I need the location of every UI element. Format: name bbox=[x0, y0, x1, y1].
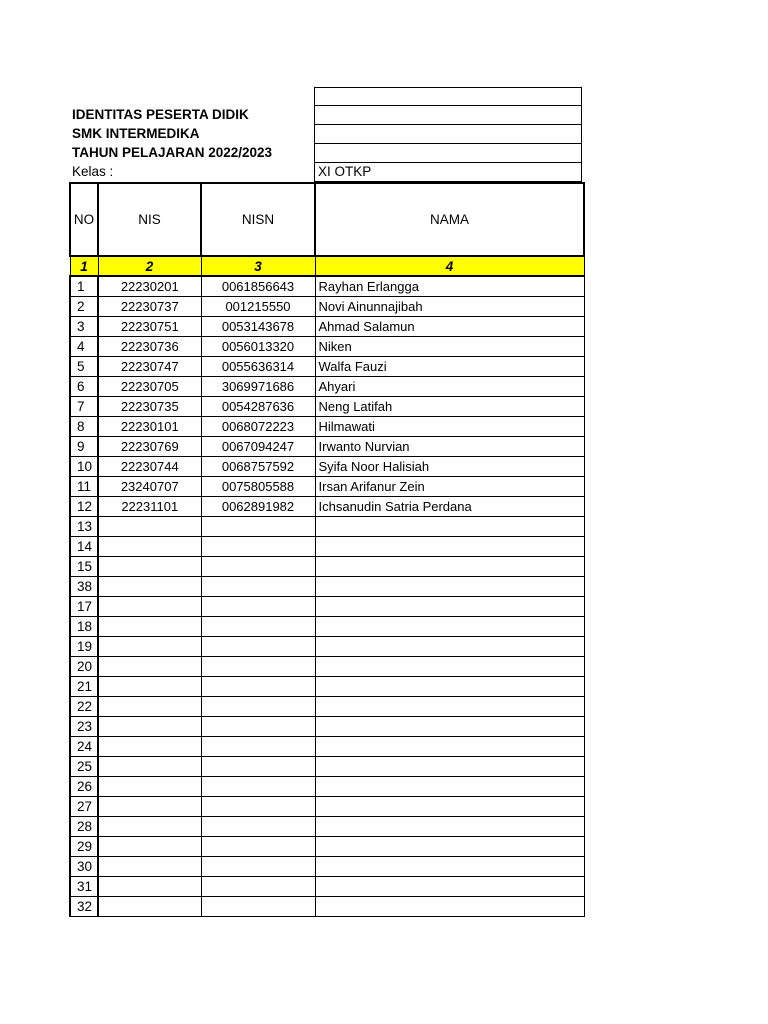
cell-no: 25 bbox=[70, 757, 98, 777]
header-no: NO bbox=[70, 183, 98, 256]
cell-no: 29 bbox=[70, 837, 98, 857]
cell-no: 22 bbox=[70, 697, 98, 717]
table-row bbox=[70, 797, 584, 817]
table-row bbox=[70, 557, 584, 577]
cell-nama bbox=[315, 857, 584, 877]
cell-nisn: 0054287636 bbox=[201, 397, 315, 417]
cell-nis bbox=[98, 597, 201, 617]
cell-no: 3 bbox=[70, 317, 98, 337]
cell-nama bbox=[315, 517, 584, 537]
cell-nis bbox=[98, 777, 201, 797]
table-row bbox=[70, 317, 584, 337]
cell-nisn bbox=[201, 637, 315, 657]
cell-nama bbox=[315, 717, 584, 737]
table-row bbox=[70, 897, 584, 917]
school-name: SMK INTERMEDIKA bbox=[72, 126, 200, 141]
cell-nis bbox=[98, 537, 201, 557]
table-row bbox=[70, 457, 584, 477]
cell-nama: Niken bbox=[315, 337, 584, 357]
cell-no: 4 bbox=[70, 337, 98, 357]
cell-nisn: 0068757592 bbox=[201, 457, 315, 477]
student-table bbox=[69, 182, 585, 917]
cell-nis: 22230744 bbox=[98, 457, 201, 477]
cell-no: 31 bbox=[70, 877, 98, 897]
cell-nis: 22230737 bbox=[98, 297, 201, 317]
cell-nama bbox=[315, 677, 584, 697]
table-row bbox=[70, 757, 584, 777]
cell-nis bbox=[98, 617, 201, 637]
table-row bbox=[70, 517, 584, 537]
cell-nis bbox=[98, 837, 201, 857]
table-row bbox=[70, 697, 584, 717]
cell-nis bbox=[98, 897, 201, 917]
cell-nis bbox=[98, 517, 201, 537]
table-row bbox=[70, 477, 584, 497]
cell-no: 26 bbox=[70, 777, 98, 797]
cell-nisn bbox=[201, 557, 315, 577]
cell-no: 8 bbox=[70, 417, 98, 437]
cell-no: 17 bbox=[70, 597, 98, 617]
cell-nisn bbox=[201, 577, 315, 597]
cell-nama bbox=[315, 797, 584, 817]
cell-nama: Syifa Noor Halisiah bbox=[315, 457, 584, 477]
cell-nisn: 3069971686 bbox=[201, 377, 315, 397]
header-empty-cell bbox=[314, 87, 582, 106]
cell-nis: 22231101 bbox=[98, 497, 201, 517]
cell-nisn: 001215550 bbox=[201, 297, 315, 317]
cell-nisn: 0062891982 bbox=[201, 497, 315, 517]
table-row bbox=[70, 597, 584, 617]
table-row bbox=[70, 537, 584, 557]
class-value: XI OTKP bbox=[314, 163, 582, 182]
cell-nis: 23240707 bbox=[98, 477, 201, 497]
table-row bbox=[70, 437, 584, 457]
cell-nama bbox=[315, 817, 584, 837]
cell-nisn: 0061856643 bbox=[201, 276, 315, 297]
cell-nama bbox=[315, 757, 584, 777]
table-row bbox=[70, 857, 584, 877]
cell-nama bbox=[315, 777, 584, 797]
doc-title-line1: IDENTITAS PESERTA DIDIK bbox=[72, 107, 249, 122]
cell-no: 27 bbox=[70, 797, 98, 817]
table-row bbox=[70, 276, 584, 297]
cell-nisn bbox=[201, 517, 315, 537]
cell-nisn bbox=[201, 837, 315, 857]
column-number-row bbox=[70, 256, 584, 276]
table-row bbox=[70, 677, 584, 697]
table-row bbox=[70, 777, 584, 797]
cell-no: 11 bbox=[70, 477, 98, 497]
table-row bbox=[70, 417, 584, 437]
cell-nama bbox=[315, 697, 584, 717]
cell-nama: Ichsanudin Satria Perdana bbox=[315, 497, 584, 517]
header-empty-cell bbox=[314, 106, 582, 125]
cell-nisn: 0075805588 bbox=[201, 477, 315, 497]
table-row bbox=[70, 497, 584, 517]
cell-nisn bbox=[201, 537, 315, 557]
cell-no: 38 bbox=[70, 577, 98, 597]
cell-nis bbox=[98, 797, 201, 817]
cell-no: 5 bbox=[70, 357, 98, 377]
cell-nisn: 0055636314 bbox=[201, 357, 315, 377]
cell-nama: Novi Ainunnajibah bbox=[315, 297, 584, 317]
cell-no: 15 bbox=[70, 557, 98, 577]
cell-nisn bbox=[201, 857, 315, 877]
cell-no: 30 bbox=[70, 857, 98, 877]
cell-nama bbox=[315, 877, 584, 897]
cell-no: 6 bbox=[70, 377, 98, 397]
table-row bbox=[70, 737, 584, 757]
cell-nisn bbox=[201, 737, 315, 757]
cell-no: 23 bbox=[70, 717, 98, 737]
cell-nis bbox=[98, 857, 201, 877]
cell-nisn bbox=[201, 697, 315, 717]
cell-nis bbox=[98, 677, 201, 697]
cell-nama: Hilmawati bbox=[315, 417, 584, 437]
cell-nis: 22230201 bbox=[98, 276, 201, 297]
cell-nisn: 0053143678 bbox=[201, 317, 315, 337]
table-row bbox=[70, 357, 584, 377]
cell-nis bbox=[98, 637, 201, 657]
cell-nis bbox=[98, 737, 201, 757]
cell-no: 28 bbox=[70, 817, 98, 837]
column-number: 2 bbox=[98, 256, 201, 276]
cell-nama bbox=[315, 597, 584, 617]
cell-nama bbox=[315, 577, 584, 597]
table-row bbox=[70, 297, 584, 317]
cell-nisn bbox=[201, 797, 315, 817]
cell-nis bbox=[98, 577, 201, 597]
cell-nisn bbox=[201, 717, 315, 737]
cell-nisn bbox=[201, 877, 315, 897]
cell-nis bbox=[98, 757, 201, 777]
header-empty-cell bbox=[314, 125, 582, 144]
table-row bbox=[70, 877, 584, 897]
cell-nisn bbox=[201, 897, 315, 917]
cell-nama: Ahyari bbox=[315, 377, 584, 397]
header-empty-cell bbox=[314, 144, 582, 163]
table-row bbox=[70, 397, 584, 417]
table-row bbox=[70, 377, 584, 397]
cell-nama bbox=[315, 637, 584, 657]
cell-nis bbox=[98, 697, 201, 717]
cell-nisn bbox=[201, 617, 315, 637]
cell-nis bbox=[98, 817, 201, 837]
table-row bbox=[70, 617, 584, 637]
cell-no: 18 bbox=[70, 617, 98, 637]
cell-nama bbox=[315, 657, 584, 677]
cell-nisn bbox=[201, 817, 315, 837]
cell-no: 20 bbox=[70, 657, 98, 677]
column-number: 1 bbox=[70, 256, 98, 276]
cell-no: 21 bbox=[70, 677, 98, 697]
cell-nama: Rayhan Erlangga bbox=[315, 276, 584, 297]
cell-nis: 22230751 bbox=[98, 317, 201, 337]
cell-no: 1 bbox=[70, 276, 98, 297]
cell-nama bbox=[315, 557, 584, 577]
cell-no: 9 bbox=[70, 437, 98, 457]
table-row bbox=[70, 717, 584, 737]
cell-no: 14 bbox=[70, 537, 98, 557]
cell-nisn bbox=[201, 597, 315, 617]
cell-nisn: 0068072223 bbox=[201, 417, 315, 437]
column-number: 3 bbox=[201, 256, 315, 276]
table-row bbox=[70, 637, 584, 657]
cell-nis: 22230747 bbox=[98, 357, 201, 377]
cell-no: 19 bbox=[70, 637, 98, 657]
table-row bbox=[70, 657, 584, 677]
cell-nisn: 0056013320 bbox=[201, 337, 315, 357]
cell-no: 13 bbox=[70, 517, 98, 537]
table-row bbox=[70, 817, 584, 837]
table-header-row bbox=[70, 183, 584, 256]
cell-nis: 22230101 bbox=[98, 417, 201, 437]
table-row bbox=[70, 577, 584, 597]
cell-no: 12 bbox=[70, 497, 98, 517]
cell-nisn bbox=[201, 777, 315, 797]
cell-nama: Walfa Fauzi bbox=[315, 357, 584, 377]
cell-no: 2 bbox=[70, 297, 98, 317]
cell-nama: Irsan Arifanur Zein bbox=[315, 477, 584, 497]
header-nisn: NISN bbox=[201, 183, 315, 256]
cell-nis: 22230736 bbox=[98, 337, 201, 357]
cell-nisn bbox=[201, 677, 315, 697]
cell-nama: Ahmad Salamun bbox=[315, 317, 584, 337]
table-row bbox=[70, 837, 584, 857]
academic-year: TAHUN PELAJARAN 2022/2023 bbox=[72, 145, 273, 160]
cell-no: 7 bbox=[70, 397, 98, 417]
class-label: Kelas : bbox=[72, 164, 114, 179]
cell-no: 10 bbox=[70, 457, 98, 477]
cell-nama: Irwanto Nurvian bbox=[315, 437, 584, 457]
cell-nisn bbox=[201, 657, 315, 677]
cell-nis: 22230705 bbox=[98, 377, 201, 397]
header-nama: NAMA bbox=[315, 183, 584, 256]
cell-nisn: 0067094247 bbox=[201, 437, 315, 457]
cell-nis bbox=[98, 877, 201, 897]
cell-nama bbox=[315, 537, 584, 557]
cell-nama: Neng Latifah bbox=[315, 397, 584, 417]
table-row bbox=[70, 337, 584, 357]
cell-nisn bbox=[201, 757, 315, 777]
cell-nama bbox=[315, 837, 584, 857]
cell-nis: 22230735 bbox=[98, 397, 201, 417]
cell-nis: 22230769 bbox=[98, 437, 201, 457]
cell-no: 24 bbox=[70, 737, 98, 757]
cell-nis bbox=[98, 657, 201, 677]
header-nis: NIS bbox=[98, 183, 201, 256]
column-number: 4 bbox=[315, 256, 584, 276]
cell-no: 32 bbox=[70, 897, 98, 917]
cell-nama bbox=[315, 897, 584, 917]
cell-nama bbox=[315, 617, 584, 637]
cell-nis bbox=[98, 557, 201, 577]
cell-nama bbox=[315, 737, 584, 757]
cell-nis bbox=[98, 717, 201, 737]
